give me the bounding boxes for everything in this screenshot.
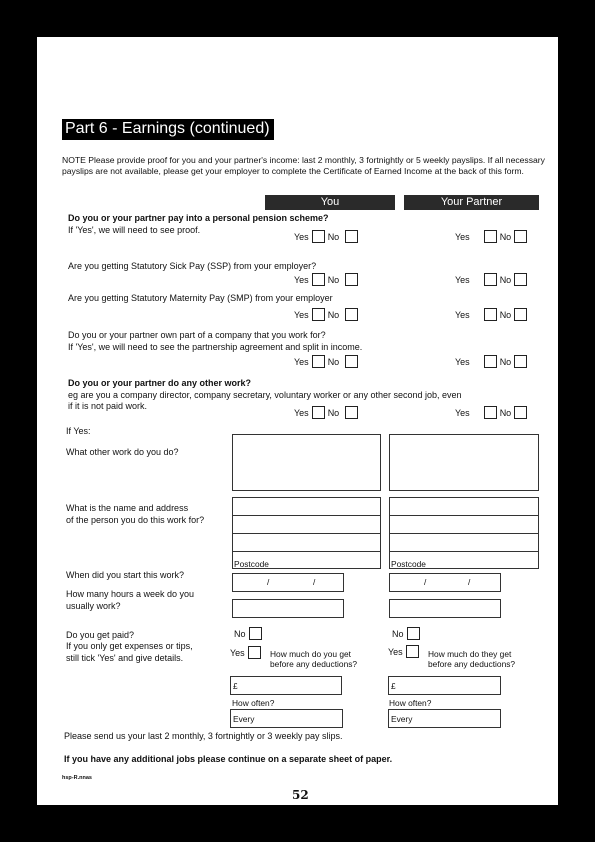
pension-partner-no-checkbox[interactable] bbox=[514, 230, 527, 243]
other-work-note-2: if it is not paid work. bbox=[68, 401, 148, 411]
pension-you-no-checkbox[interactable] bbox=[345, 230, 358, 243]
address-you-line-2[interactable] bbox=[232, 515, 381, 534]
additional-jobs-note: If you have any additional jobs please continue on a separate sheet of paper. bbox=[64, 754, 393, 764]
name-address-label-2: of the person you do this work for? bbox=[66, 515, 205, 525]
other-work-you-yn: Yes No bbox=[294, 406, 361, 419]
paid-partner-yes-checkbox[interactable] bbox=[406, 645, 419, 658]
ssp-partner-yn: Yes No bbox=[455, 273, 530, 286]
what-work-partner-field[interactable] bbox=[389, 434, 539, 491]
paid-you-yes-checkbox[interactable] bbox=[248, 646, 261, 659]
page-title: Part 6 - Earnings (continued) bbox=[62, 119, 274, 140]
hours-partner-field[interactable] bbox=[389, 599, 501, 618]
form-page bbox=[37, 37, 558, 805]
other-work-you-yes-checkbox[interactable] bbox=[312, 406, 325, 419]
smp-partner-yn: Yes No bbox=[455, 308, 530, 321]
postcode-you-field[interactable] bbox=[232, 551, 381, 569]
other-work-note-1: eg are you a company director, company secretary, voluntary worker or any other second job, even bbox=[68, 390, 462, 400]
company-you-no-checkbox[interactable] bbox=[345, 355, 358, 368]
paid-partner-no: No bbox=[392, 627, 423, 640]
amount-partner-field[interactable]: £ bbox=[388, 676, 501, 695]
hours-you-field[interactable] bbox=[232, 599, 344, 618]
start-date-partner-field[interactable]: / / bbox=[389, 573, 501, 592]
pension-you-yn: Yes No bbox=[294, 230, 361, 243]
other-work-partner-yes-checkbox[interactable] bbox=[484, 406, 497, 419]
smp-you-yn: Yes No bbox=[294, 308, 361, 321]
page-number: 52 bbox=[292, 788, 309, 802]
ssp-partner-yes-checkbox[interactable] bbox=[484, 273, 497, 286]
smp-partner-no-checkbox[interactable] bbox=[514, 308, 527, 321]
paid-label-1: Do you get paid? bbox=[66, 630, 135, 640]
smp-you-yes-checkbox[interactable] bbox=[312, 308, 325, 321]
paid-partner-yes: Yes bbox=[388, 645, 422, 658]
company-partner-no-checkbox[interactable] bbox=[514, 355, 527, 368]
column-header-you: You bbox=[265, 195, 395, 210]
ssp-question: Are you getting Statutory Sick Pay (SSP) from your employer? bbox=[68, 261, 317, 271]
postcode-partner-field[interactable] bbox=[389, 551, 539, 569]
what-work-label: What other work do you do? bbox=[66, 447, 179, 457]
paid-you-no-checkbox[interactable] bbox=[249, 627, 262, 640]
address-partner-line-2[interactable] bbox=[389, 515, 539, 534]
paid-you-no: No bbox=[234, 627, 265, 640]
send-payslips-note: Please send us your last 2 monthly, 3 fortnightly or 3 weekly pay slips. bbox=[64, 731, 343, 741]
postcode-you-label: Postcode bbox=[234, 559, 269, 569]
smp-you-no-checkbox[interactable] bbox=[345, 308, 358, 321]
frequency-you-field[interactable]: Every bbox=[230, 709, 343, 728]
form-code: hsp-R.nnas bbox=[62, 775, 92, 781]
address-you-line-1[interactable] bbox=[232, 497, 381, 516]
how-much-you-label: How much do you get before any deductions? bbox=[270, 649, 358, 669]
if-yes-label: If Yes: bbox=[66, 426, 91, 436]
paid-label-2: If you only get expenses or tips, bbox=[66, 641, 193, 651]
start-date-you-field[interactable]: / / bbox=[232, 573, 344, 592]
how-often-partner-label: How often? bbox=[389, 698, 432, 708]
pension-question: Do you or your partner pay into a personal pension scheme? bbox=[68, 213, 329, 223]
paid-you-yes: Yes bbox=[230, 646, 264, 659]
ssp-partner-no-checkbox[interactable] bbox=[514, 273, 527, 286]
company-you-yn: Yes No bbox=[294, 355, 361, 368]
how-often-you-label: How often? bbox=[232, 698, 275, 708]
hours-label-2: usually work? bbox=[66, 601, 121, 611]
pension-partner-yn: Yes No bbox=[455, 230, 530, 243]
proof-note: NOTE Please provide proof for you and your partner's income: last 2 monthly, 3 fortnightly or 5 weekly payslips. If all necessary payslips are not available, please get your employer to complete the Certificate of Earned Income at the back of this form. bbox=[62, 155, 545, 176]
postcode-partner-label: Postcode bbox=[391, 559, 426, 569]
start-date-label: When did you start this work? bbox=[66, 570, 185, 580]
other-work-partner-yn: Yes No bbox=[455, 406, 530, 419]
paid-partner-no-checkbox[interactable] bbox=[407, 627, 420, 640]
ssp-you-yes-checkbox[interactable] bbox=[312, 273, 325, 286]
address-partner-line-1[interactable] bbox=[389, 497, 539, 516]
what-work-you-field[interactable] bbox=[232, 434, 381, 491]
pension-partner-yes-checkbox[interactable] bbox=[484, 230, 497, 243]
address-you-line-3[interactable] bbox=[232, 533, 381, 552]
smp-question: Are you getting Statutory Maternity Pay (SMP) from your employer bbox=[68, 293, 333, 303]
amount-you-field[interactable]: £ bbox=[230, 676, 342, 695]
frequency-partner-field[interactable]: Every bbox=[388, 709, 501, 728]
hours-label-1: How many hours a week do you bbox=[66, 589, 195, 599]
ssp-you-yn: Yes No bbox=[294, 273, 361, 286]
pension-note: If 'Yes', we will need to see proof. bbox=[68, 225, 201, 235]
address-partner-line-3[interactable] bbox=[389, 533, 539, 552]
company-partner-yes-checkbox[interactable] bbox=[484, 355, 497, 368]
other-work-you-no-checkbox[interactable] bbox=[345, 406, 358, 419]
pension-you-yes-checkbox[interactable] bbox=[312, 230, 325, 243]
name-address-label-1: What is the name and address bbox=[66, 503, 189, 513]
company-note: If 'Yes', we will need to see the partnership agreement and split in income. bbox=[68, 342, 363, 352]
other-work-question: Do you or your partner do any other work? bbox=[68, 378, 252, 388]
paid-label-3: still tick 'Yes' and give details. bbox=[66, 653, 184, 663]
how-much-partner-label: How much do they get before any deductions? bbox=[428, 649, 516, 669]
other-work-partner-no-checkbox[interactable] bbox=[514, 406, 527, 419]
company-you-yes-checkbox[interactable] bbox=[312, 355, 325, 368]
company-partner-yn: Yes No bbox=[455, 355, 530, 368]
column-header-partner: Your Partner bbox=[404, 195, 539, 210]
ssp-you-no-checkbox[interactable] bbox=[345, 273, 358, 286]
smp-partner-yes-checkbox[interactable] bbox=[484, 308, 497, 321]
company-question: Do you or your partner own part of a company that you work for? bbox=[68, 330, 326, 340]
